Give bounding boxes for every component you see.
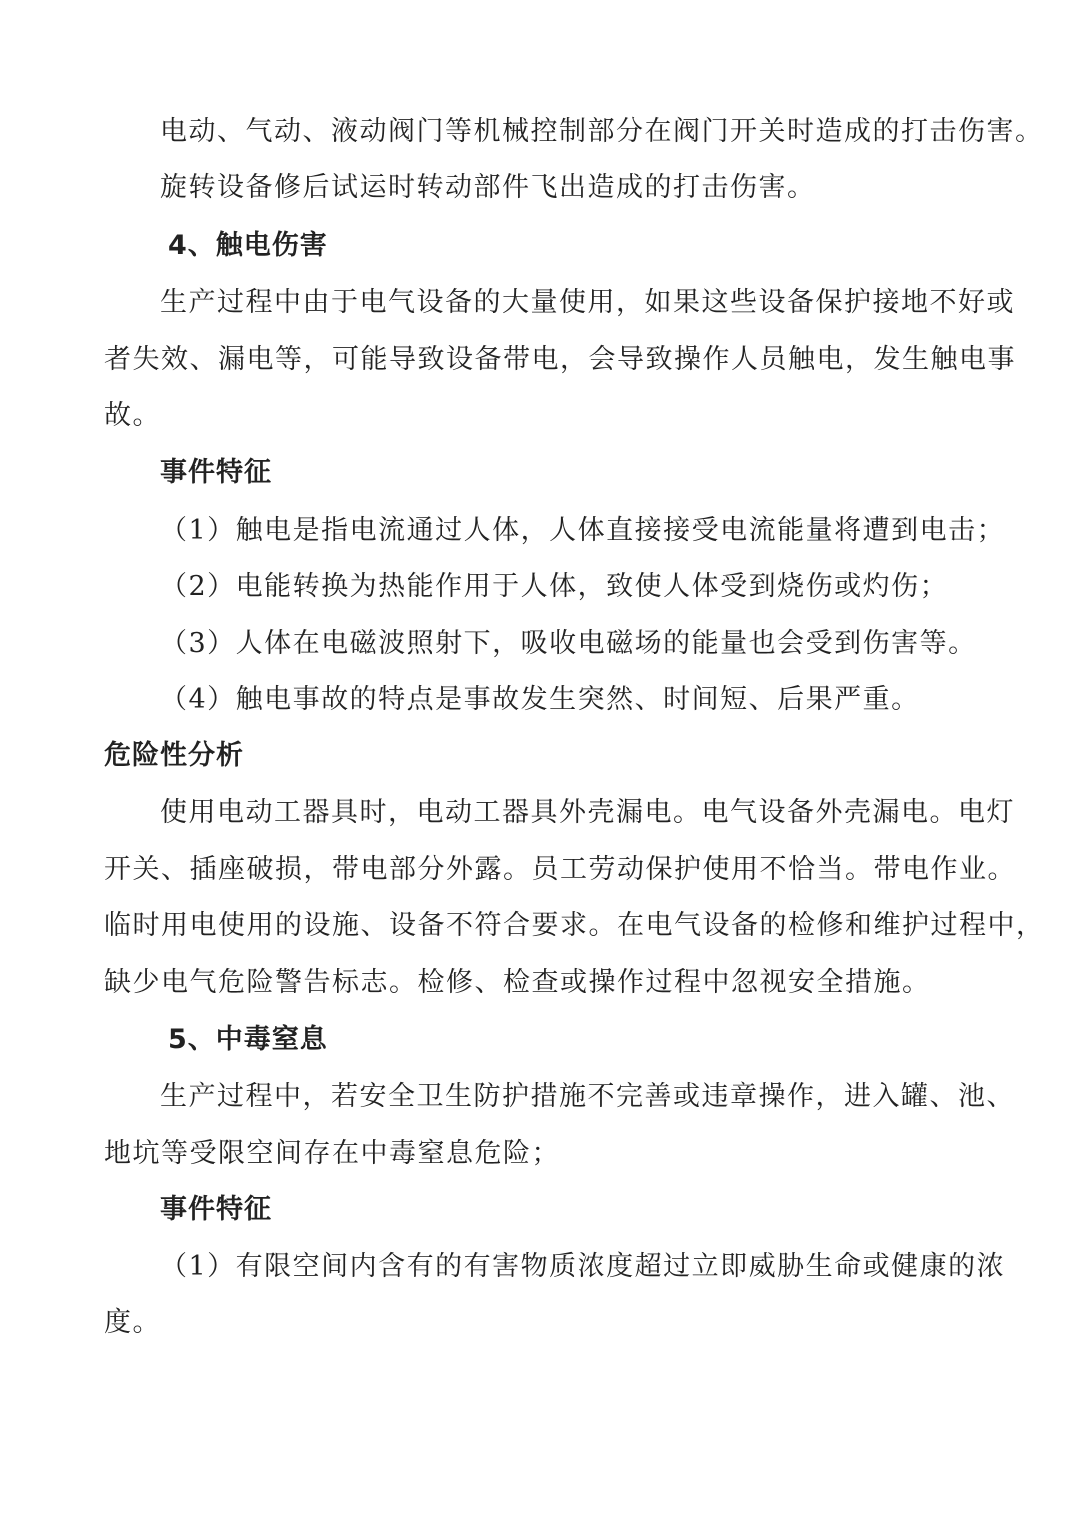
section-5-intro-line-2: 地坑等受限空间存在中毒窒息危险； (104, 1138, 560, 1169)
section-5-feature-1-line-2: 度。 (104, 1307, 161, 1338)
section-4-intro-line-1: 生产过程中由于电气设备的大量使用，如果这些设备保护接地不好或 (160, 287, 1015, 318)
section-4-feature-2: （2）电能转换为热能作用于人体，致使人体受到烧伤或灼伤； (160, 571, 949, 602)
section-4-analysis-line-2: 开关、插座破损，带电部分外露。员工劳动保护使用不恰当。带电作业。 (104, 854, 1016, 885)
section-4-intro-line-2: 者失效、漏电等，可能导致设备带电，会导致操作人员触电，发生触电事 (104, 344, 1016, 375)
section-4-feature-3: （3）人体在电磁波照射下，吸收电磁场的能量也会受到伤害等。 (160, 628, 977, 659)
section-5-features-title: 事件特征 (160, 1194, 272, 1225)
section-4-analysis-title: 危险性分析 (104, 740, 244, 771)
section-4-analysis-line-3: 临时用电使用的设施、设备不符合要求。在电气设备的检修和维护过程中， (104, 910, 1045, 941)
section-5-title: 5、中毒窒息 (168, 1024, 328, 1055)
section-4-analysis-line-1: 使用电动工器具时，电动工器具外壳漏电。电气设备外壳漏电。电灯 (160, 797, 1015, 828)
section-5-feature-1-line-1: （1）有限空间内含有的有害物质浓度超过立即威胁生命或健康的浓 (160, 1251, 1006, 1282)
section-4-feature-4: （4）触电事故的特点是事故发生突然、时间短、后果严重。 (160, 684, 920, 715)
paragraph-rotating-equipment: 旋转设备修后试运时转动部件飞出造成的打击伤害。 (160, 172, 816, 203)
section-4-analysis-line-4: 缺少电气危险警告标志。检修、检查或操作过程中忽视安全措施。 (104, 967, 931, 998)
section-4-feature-1: （1）触电是指电流通过人体，人体直接接受电流能量将遭到电击； (160, 515, 1006, 546)
section-4-title: 4、触电伤害 (168, 230, 328, 261)
paragraph-valve-injury: 电动、气动、液动阀门等机械控制部分在阀门开关时造成的打击伤害。 (160, 116, 1044, 147)
section-5-intro-line-1: 生产过程中，若安全卫生防护措施不完善或违章操作，进入罐、池、 (160, 1081, 1015, 1112)
section-4-features-title: 事件特征 (160, 457, 272, 488)
section-4-intro-line-3: 故。 (104, 400, 161, 431)
